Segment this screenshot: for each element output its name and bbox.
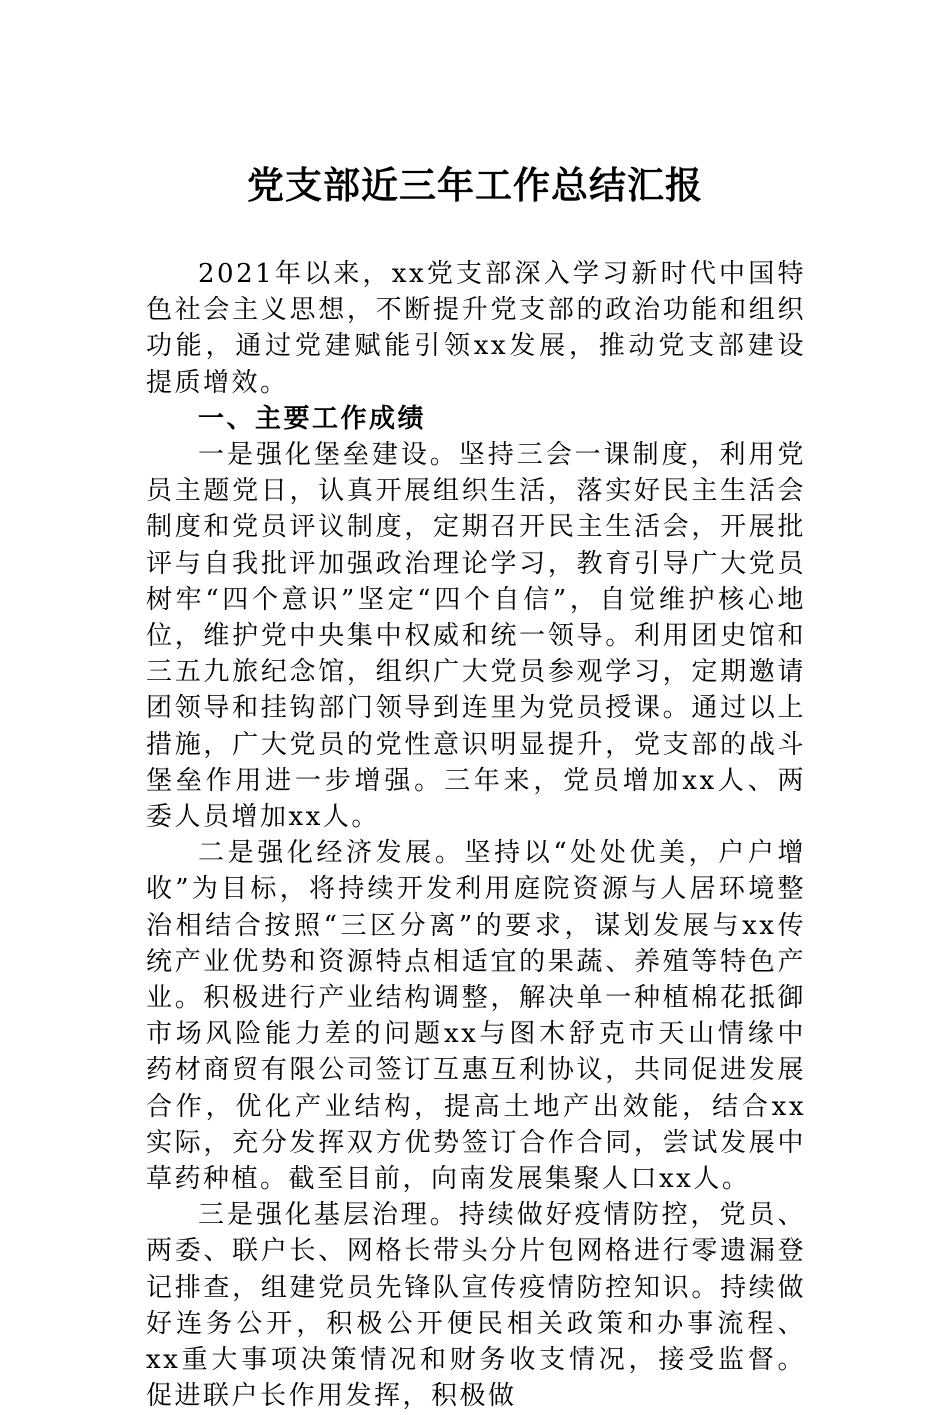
section-heading: 一、主要工作成绩 [198, 403, 427, 434]
document-body [146, 256, 806, 1415]
paragraph-economic-development: 二是强化经济发展。坚持以“处处优美，户户增收”为目标，将持续开发利用庭院资源与人居环境整治相结合按照“三区分离”的要求，谋划发展与xx传统产业优势和资源特点相适宜的果蔬、养殖等特色产业。积极进行产业结构调整，解决单一种植棉花抵御市场风险能力差的问题xx与图木舒克市天山情缘中药材商贸有限公司签订互惠互利协议，共同促进发展合作，优化产业结构，提高土地产出效能，结合xx实际，充分发挥双方优势签订合作合同，尝试发展中草药种植。截至目前，向南发展集聚人口xx人。 [146, 838, 806, 1195]
intro-paragraph: 2021年以来，xx党支部深入学习新时代中国特色社会主义思想，不断提升党支部的政治功能和组织功能，通过党建赋能引领xx发展，推动党支部建设提质增效。 [146, 259, 806, 398]
document-title: 党支部近三年工作总结汇报 [247, 163, 703, 207]
paragraph-fortress-building: 一是强化堡垒建设。坚持三会一课制度，利用党员主题党日，认真开展组织生活，落实好民主生活会制度和党员评议制度，定期召开民主生活会，开展批评与自我批评加强政治理论学习，教育引导广大党员树牢“四个意识”坚定“四个自信”，自觉维护核心地位，维护党中央集中权威和统一领导。利用团史馆和三五九旅纪念馆，组织广大党员参观学习，定期邀请团领导和挂钩部门领导到连里为党员授课。通过以上措施，广大党员的党性意识明显提升，党支部的战斗堡垒作用进一步增强。三年来，党员增加xx人、两委人员增加xx人。 [146, 440, 806, 833]
paragraph-grassroots-governance: 三是强化基层治理。持续做好疫情防控，党员、两委、联户长、网格长带头分片包网格进行零遗漏登记排查，组建党员先锋队宣传疫情防控知识。持续做好连务公开，积极公开便民相关政策和办事流程、xx重大事项决策情况和财务收支情况，接受监督。促进联户长作用发挥，积极做 [146, 1200, 806, 1412]
